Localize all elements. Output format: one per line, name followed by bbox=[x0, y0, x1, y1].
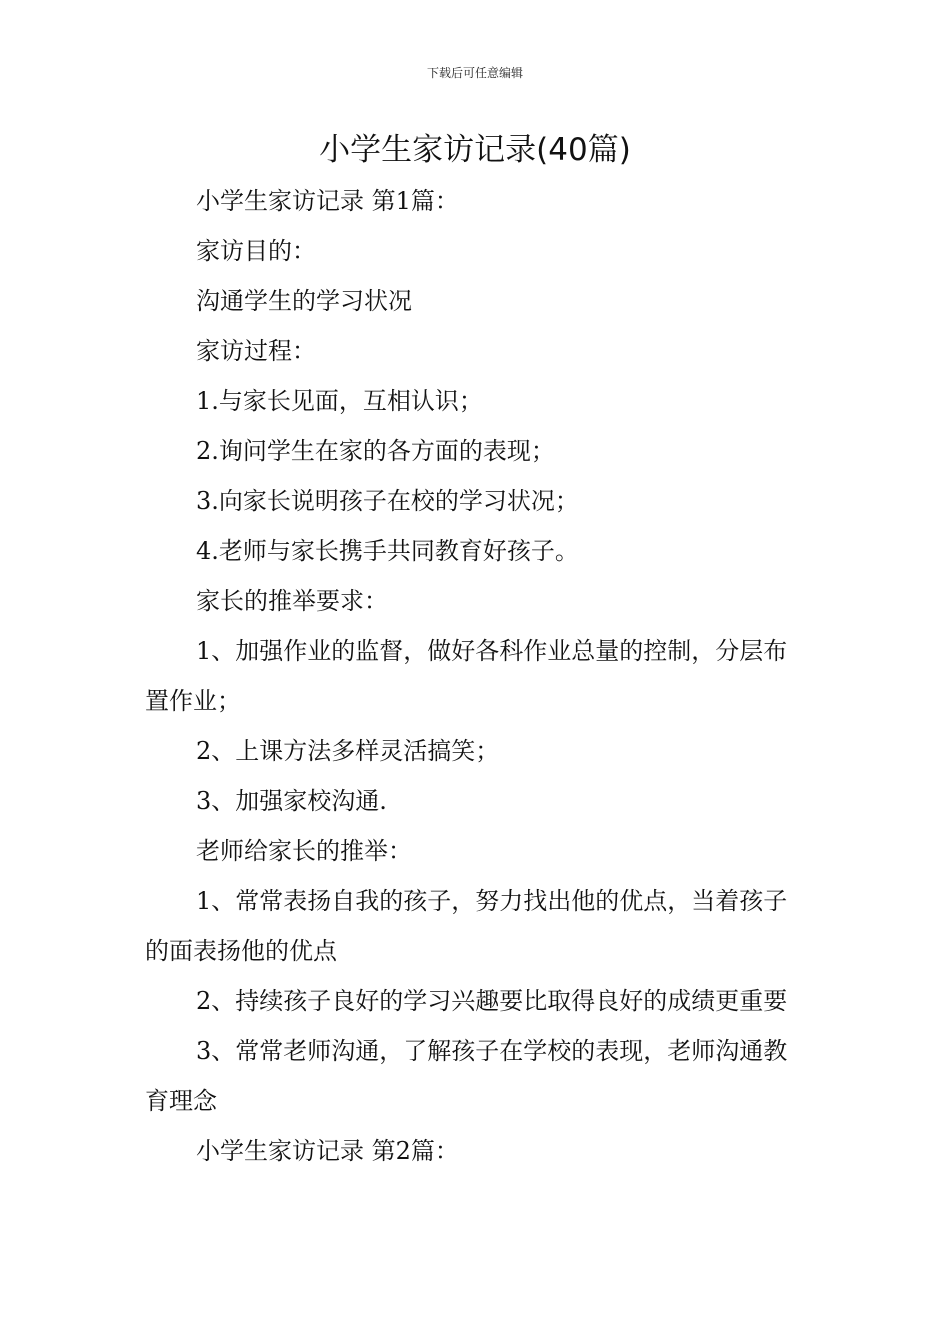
paragraph: 家访过程： bbox=[196, 337, 316, 365]
section-heading: 小学生家访记录 第1篇： bbox=[196, 187, 459, 215]
document-title: 小学生家访记录(40篇) bbox=[319, 132, 631, 168]
paragraph: 家长的推举要求： bbox=[196, 587, 388, 615]
list-item: 2、持续孩子良好的学习兴趣要比取得良好的成绩更重要 bbox=[196, 987, 788, 1015]
paragraph: 老师给家长的推举： bbox=[196, 837, 412, 865]
list-item: 1.与家长见面，互相认识； bbox=[196, 387, 483, 415]
list-item: 1、常常表扬自我的孩子，努力找出他的优点，当着孩子的面表扬他的优点 bbox=[145, 887, 788, 965]
document-body bbox=[145, 176, 807, 1176]
list-item: 4.老师与家长携手共同教育好孩子。 bbox=[196, 537, 579, 565]
list-item: 2、上课方法多样灵活搞笑； bbox=[196, 737, 500, 765]
section-heading: 小学生家访记录 第2篇： bbox=[196, 1137, 459, 1165]
page-header-note: 下载后可任意编辑 bbox=[426, 66, 523, 80]
list-item: 3.向家长说明孩子在校的学习状况； bbox=[196, 487, 579, 515]
list-item: 2.询问学生在家的各方面的表现； bbox=[196, 437, 555, 465]
list-item: 3、加强家校沟通. bbox=[196, 787, 387, 815]
list-item: 1、加强作业的监督，做好各科作业总量的控制，分层布置作业； bbox=[145, 637, 788, 715]
paragraph: 家访目的： bbox=[196, 237, 316, 265]
paragraph: 沟通学生的学习状况 bbox=[196, 287, 412, 315]
list-item: 3、常常老师沟通，了解孩子在学校的表现，老师沟通教育理念 bbox=[145, 1037, 788, 1115]
